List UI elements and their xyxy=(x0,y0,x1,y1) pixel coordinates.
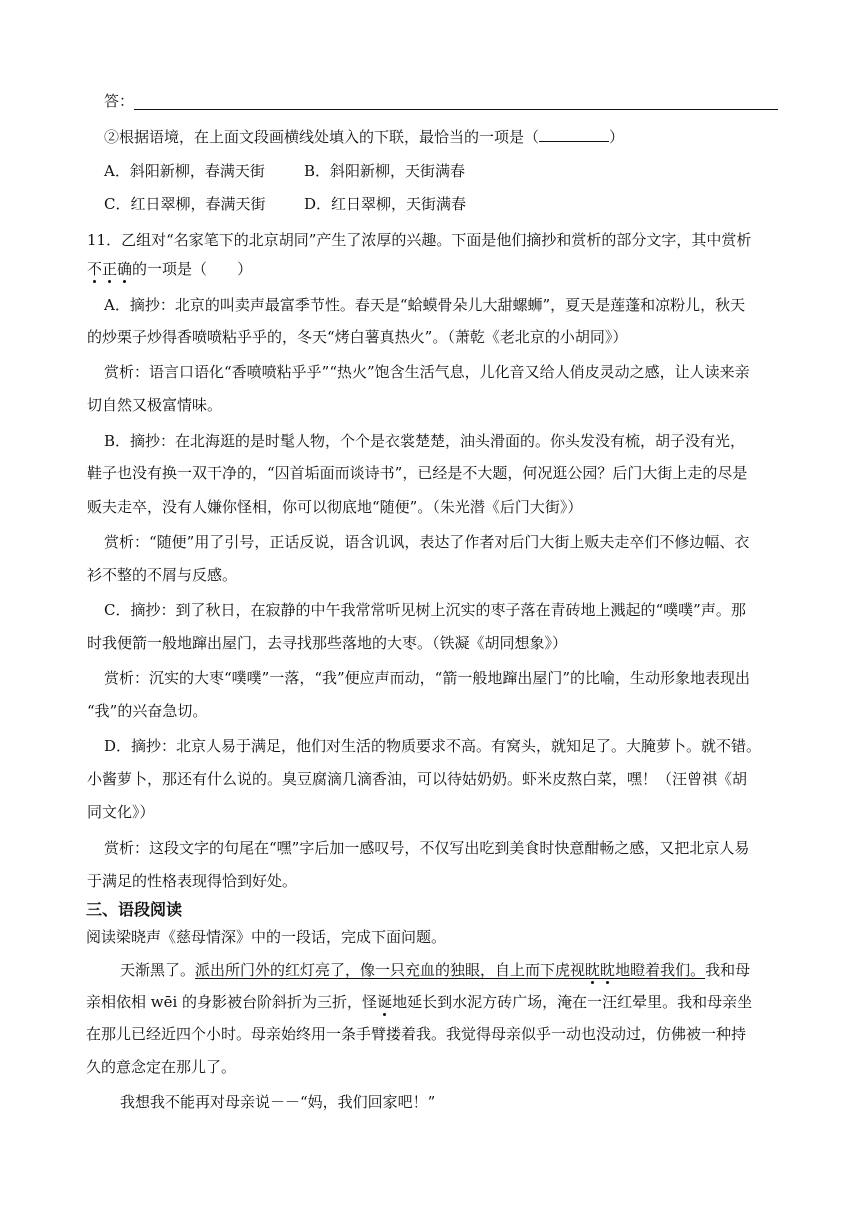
q11-d-analysis-line2: 于满足的性格表现得恰到好处。 xyxy=(87,872,298,890)
q10-2-option-d[interactable]: D．红日翠柳，天街满春 xyxy=(304,195,467,213)
passage-p1-line2 xyxy=(86,991,752,1013)
section-heading: 三、语段阅读 xyxy=(86,900,183,919)
passage-p1-line1 xyxy=(120,959,750,981)
passage-p1-line4: 久的意念定在那儿了。 xyxy=(86,1058,237,1076)
q11-a-analysis-line2: 切自然又极富情味。 xyxy=(87,396,223,414)
emphasis-char: 眈 xyxy=(585,961,601,979)
answer-label: 答： xyxy=(104,92,135,110)
passage-underlined-text: 地瞪着我们。 xyxy=(615,961,706,979)
q11-stem-line1: 11．乙组对“名家笔下的北京胡同”产生了浓厚的兴趣。下面是他们摘抄和赏析的部分文字，其中赏析 xyxy=(87,231,752,249)
emphasis-char: 诞 xyxy=(377,993,393,1011)
q11-b-analysis-line1: 赏析：“随便”用了引号，正话反说，语含讥讽，表达了作者对后门大街上贩夫走卒们不修边幅、衣 xyxy=(104,533,750,551)
answer-blank-line[interactable] xyxy=(134,109,778,110)
q11-stem-line2 xyxy=(87,258,252,280)
q11-d-analysis-line1: 赏析：这段文字的句尾在“嘿”字后加一感叹号，不仅写出吃到美食时快意酣畅之感，又把北京人易 xyxy=(104,839,750,857)
q11-a-excerpt-line2: 的炒栗子炒得香喷喷粘乎乎的，冬天“烤白薯真热火”。（萧乾《老北京的小胡同》） xyxy=(87,328,628,346)
passage-text: 天渐黑了。 xyxy=(120,961,196,979)
passage-text: 亲相依相 wēi 的身影被台阶斜折为三折，怪 xyxy=(86,993,378,1011)
passage-text: 地延长到水泥方砖广场，淹在一汪红晕里。我和母亲坐 xyxy=(392,993,753,1011)
q10-2-option-a[interactable]: A．斜阳新柳，春满天街 xyxy=(104,162,265,180)
passage-p2: 我想我不能再对母亲说－－“妈，我们回家吧！” xyxy=(120,1093,436,1111)
q11-c-excerpt-line1: C．摘抄：到了秋日，在寂静的中午我常常听见树上沉实的枣子落在青砖地上溅起的“噗噗”声。那 xyxy=(104,601,746,619)
q11-a-excerpt-line1: A．摘抄：北京的叫卖声最富季节性。春天是“蛤蟆骨朵儿大甜螺蛳”，夏天是莲蓬和凉粉儿，秋天 xyxy=(104,296,746,314)
q11-b-excerpt-line1: B．摘抄：在北海逛的是时髦人物，个个是衣裳楚楚，油头滑面的。你头发没有梳，胡子没有光， xyxy=(104,432,746,450)
q11-d-excerpt-line1: D．摘抄：北京人易于满足，他们对生活的物质要求不高。有窝头，就知足了。大腌萝卜。就不错。 xyxy=(104,737,762,755)
emphasis-char: 不 xyxy=(87,260,103,278)
q11-b-excerpt-line2: 鞋子也没有换一双干净的，“囚首垢面而谈诗书”，已经是不大题，何况逛公园？后门大街上走的尽是 xyxy=(87,464,748,482)
q11-d-excerpt-line3: 同文化》） xyxy=(87,803,155,821)
passage-underlined-sentence xyxy=(195,961,705,979)
passage-underlined-text: 派出所门外的红灯亮了，像一只充血的独眼，自上而下虎视 xyxy=(195,961,586,979)
q10-2-stem-text: ②根据语境，在上面文段画横线处填入的下联，最恰当的一项是（ xyxy=(104,128,540,146)
emphasis-char: 正 xyxy=(102,260,118,278)
q10-2-stem-close: ） xyxy=(609,128,625,146)
emphasis-char: 确 xyxy=(117,260,133,278)
q11-b-analysis-line2: 衫不整的不屑与反感。 xyxy=(87,566,238,584)
q11-c-analysis-line2: “我”的兴奋急切。 xyxy=(87,702,208,720)
passage-text: 我和母 xyxy=(705,961,751,979)
q11-stem-rest: 的一项是（ xyxy=(132,260,208,278)
q10-2-option-c[interactable]: C．红日翠柳，春满天街 xyxy=(104,195,266,213)
q11-c-excerpt-line2: 时我便箭一般地蹿出屋门，去寻找那些落地的大枣。（铁凝《胡同想象》） xyxy=(87,634,568,652)
q10-2-option-b[interactable]: B．斜阳新柳，天街满春 xyxy=(304,162,466,180)
section-intro: 阅读梁晓声《慈母情深》中的一段话，完成下面问题。 xyxy=(86,928,447,946)
q11-b-excerpt-line3: 贩夫走卒，没有人嫌你怪相，你可以彻底地“随便”。（朱光潜《后门大街》） xyxy=(87,498,583,516)
q11-c-analysis-line1: 赏析：沉实的大枣“噗噗”一落，“我”便应声而动，“箭一般地蹿出屋门”的比喻，生动形象地表现出 xyxy=(104,669,751,687)
q11-a-analysis-line1: 赏析：语言口语化“香喷喷粘乎乎”“热火”饱含生活气息，儿化音又给人俏皮灵动之感，让人读来亲 xyxy=(104,363,750,381)
q11-stem-close: ） xyxy=(237,260,253,278)
emphasis-char: 眈 xyxy=(600,961,616,979)
q10-2-blank[interactable] xyxy=(539,127,609,142)
q11-d-excerpt-line2: 小酱萝卜，那还有什么说的。臭豆腐滴几滴香油，可以待姑奶奶。虾米皮熬白菜，嘿！（汪曾祺《胡 xyxy=(87,770,748,788)
q10-2-stem xyxy=(104,126,624,148)
passage-p1-line3: 在那儿已经近四个小时。母亲始终用一条手臂搂着我。我觉得母亲似乎一动也没动过，仿佛被一种持 xyxy=(86,1025,747,1043)
